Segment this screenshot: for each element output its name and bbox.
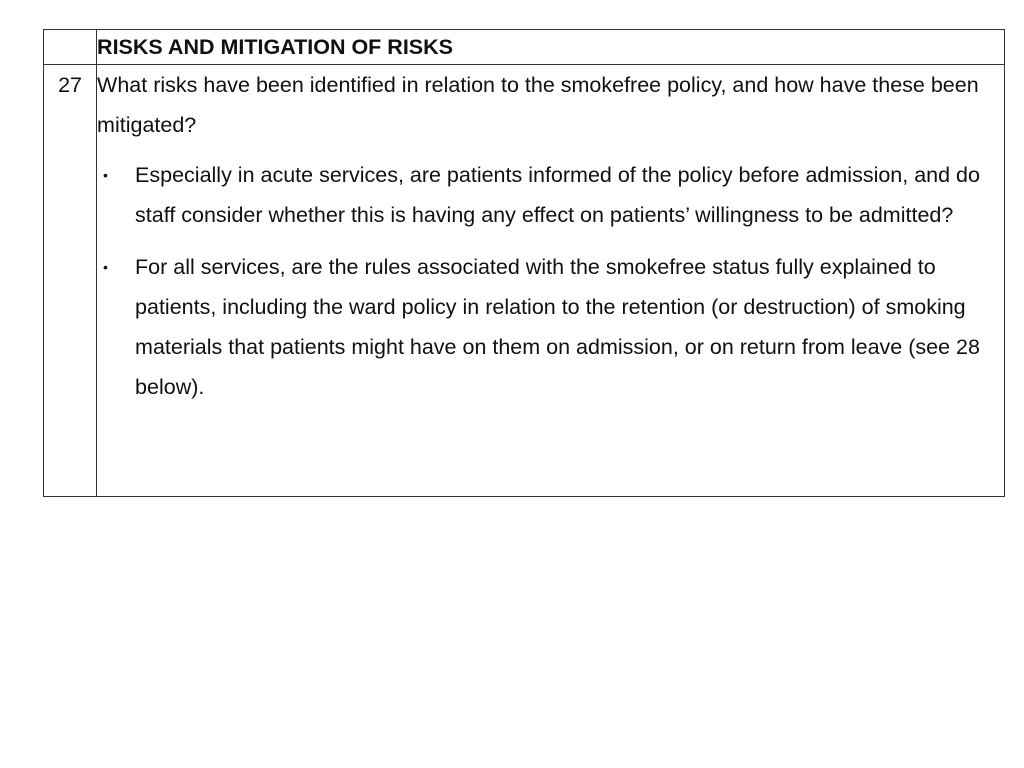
risks-table <box>43 29 1005 497</box>
bullet-icon: • <box>103 167 108 183</box>
list-item <box>97 247 1004 407</box>
bullet-text: Especially in acute services, are patients informed of the policy before admission, and do staff consider whether this is having any effect on patients’ willingness to be admitted? <box>135 163 980 227</box>
bullet-icon: • <box>103 259 108 275</box>
table-row <box>44 65 1005 497</box>
table-header-row <box>44 30 1005 65</box>
section-title: RISKS AND MITIGATION OF RISKS <box>97 30 1005 65</box>
row-number: 27 <box>44 65 97 497</box>
row-body-cell <box>97 65 1005 497</box>
bullet-list <box>97 155 1004 407</box>
header-number-cell <box>44 30 97 65</box>
list-item <box>97 155 1004 235</box>
question-text: What risks have been identified in relation to the smokefree policy, and how have these been mitigated? <box>97 73 979 137</box>
bullet-text: For all services, are the rules associated with the smokefree status fully explained to patients, including the ward policy in relation to the retention (or destruction) of smoking materials that patients might have on them on admission, or on return from leave (see 28 below). <box>135 255 980 399</box>
